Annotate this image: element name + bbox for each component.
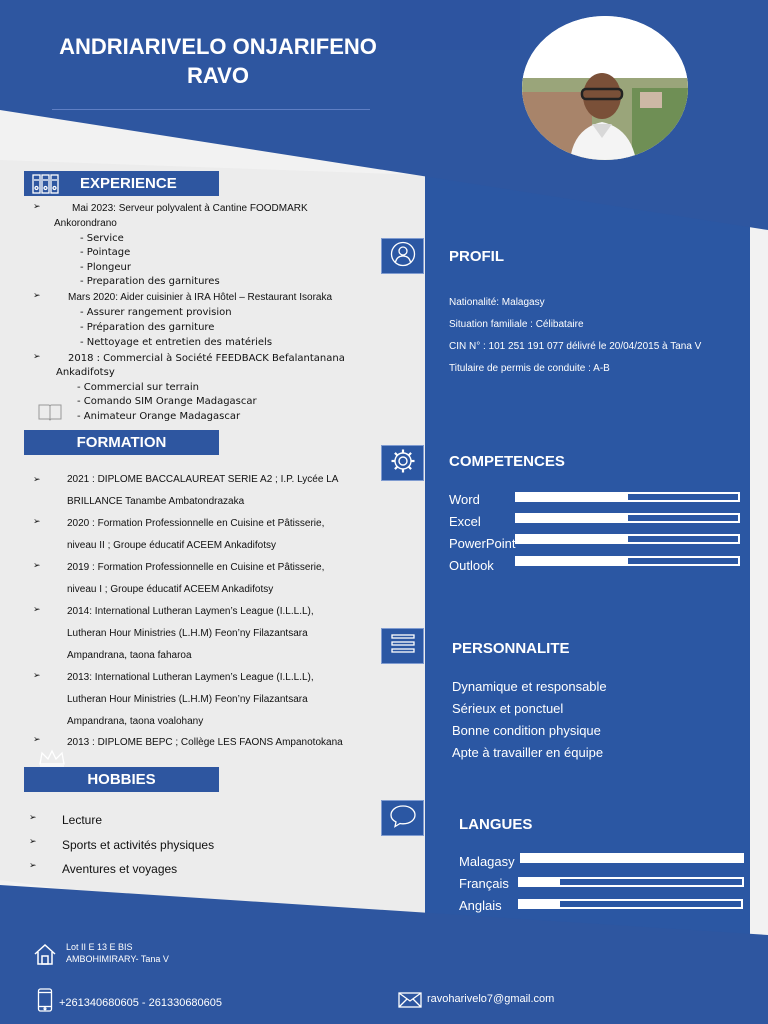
job-2-task: - Nettoyage et entretien des matériels: [80, 337, 273, 348]
envelope-icon: [398, 992, 422, 1013]
personnalite-item: Dynamique et responsable: [452, 679, 607, 694]
formation-line: Ampandrana, taona voalohany: [67, 716, 204, 727]
profil-line: Titulaire de permis de conduite : A-B: [449, 363, 610, 374]
skill-bar: [515, 556, 740, 566]
speech-bubble-icon: [389, 804, 417, 833]
skill-name: Outlook: [449, 558, 494, 573]
formation-line: 2019 : Formation Professionnelle en Cuisine et Pâtisserie,: [67, 562, 325, 573]
job-3-line2: Ankadifotsy: [56, 367, 115, 378]
formation-line: niveau I ; Groupe éducatif ACEEM Ankadifotsy: [67, 584, 274, 595]
personnalite-item: Apte à travailler en équipe: [452, 745, 604, 760]
language-bar: [518, 899, 743, 909]
address-line1: Lot II E 13 E BIS: [66, 942, 133, 952]
personnalite-icon-box: [381, 628, 424, 664]
bullet-arrow-icon: ➢: [33, 290, 41, 300]
personnalite-title: PERSONNALITE: [452, 640, 570, 657]
bullet-arrow-icon: ➢: [33, 604, 41, 614]
job-2-task: - Préparation des garniture: [80, 322, 215, 333]
phone-icon: [37, 988, 53, 1017]
formation-line: Lutheran Hour Ministries (L.H.M) Feon’ny Filazantsara: [67, 628, 308, 639]
address-line2: AMBOHIMIRARY- Tana V: [66, 954, 169, 964]
profil-line: CIN N° : 101 251 191 077 délivré le 20/04/2015 à Tana V: [449, 341, 702, 352]
book-icon: [38, 403, 62, 426]
experience-section-header: [24, 171, 219, 196]
profil-title: PROFIL: [449, 248, 504, 265]
profil-line: Nationalité: Malagasy: [449, 297, 545, 308]
language-bar: [520, 853, 744, 863]
competences-title: COMPETENCES: [449, 453, 565, 470]
bullet-arrow-icon: ➢: [33, 560, 41, 570]
job-1-task: - Plongeur: [80, 262, 132, 273]
skill-bar: [515, 513, 740, 523]
profil-icon-box: [381, 238, 424, 274]
email-address: ravoharivelo7@gmail.com: [427, 993, 555, 1005]
hobby-item: Sports et activités physiques: [62, 838, 215, 852]
hobbies-title: HOBBIES: [87, 771, 156, 788]
personnalite-item: Bonne condition physique: [452, 723, 601, 738]
formation-line: 2013 : DIPLOME BEPC ; Collège LES FAONS Ampanotokana: [67, 737, 343, 748]
job-1-task: - Service: [80, 233, 124, 244]
formation-title: FORMATION: [76, 434, 167, 451]
formation-line: niveau II ; Groupe éducatif ACEEM Ankadifotsy: [67, 540, 277, 551]
binders-icon: [32, 174, 60, 202]
profile-photo: [522, 16, 688, 160]
experience-title: EXPERIENCE: [80, 175, 177, 192]
skill-name: Excel: [449, 514, 481, 529]
personnalite-item: Sérieux et ponctuel: [452, 701, 564, 716]
skill-bar: [515, 534, 740, 544]
bullet-arrow-icon: ➢: [33, 474, 41, 484]
job-2-line1: Mars 2020: Aider cuisinier à IRA Hôtel – Restaurant Isoraka: [68, 292, 333, 303]
language-name: Français: [459, 876, 509, 891]
job-3-task: - Commercial sur terrain: [77, 382, 199, 393]
bullet-arrow-icon: ➢: [29, 812, 37, 822]
competences-icon-box: [381, 445, 424, 481]
job-1-task: - Pointage: [80, 247, 131, 258]
profil-line: Situation familiale : Célibataire: [449, 319, 584, 330]
bullet-arrow-icon: ➢: [33, 734, 41, 744]
formation-line: Lutheran Hour Ministries (L.H.M) Feon’ny Filazantsara: [67, 694, 308, 705]
langues-title: LANGUES: [459, 816, 533, 833]
language-name: Anglais: [459, 898, 502, 913]
bullet-arrow-icon: ➢: [29, 860, 37, 870]
formation-line: Ampandrana, taona faharoa: [67, 650, 192, 661]
bullet-arrow-icon: ➢: [33, 670, 41, 680]
hobbies-section-header: [24, 767, 219, 792]
skill-bar: [515, 492, 740, 502]
job-2-task: - Assurer rangement provision: [80, 307, 232, 318]
home-icon: [34, 943, 56, 970]
formation-line: 2014: International Lutheran Laymen’s League (I.L.L.L),: [67, 606, 314, 617]
gear-icon: [390, 448, 416, 479]
job-1-task: - Preparation des garnitures: [80, 276, 220, 287]
language-bar: [518, 877, 744, 887]
skill-name: Word: [449, 492, 480, 507]
job-3-line1: 2018 : Commercial à Société FEEDBACK Befalantanana: [68, 353, 345, 364]
candidate-name: ANDRIARIVELO ONJARIFENO RAVO: [59, 34, 377, 88]
bullet-arrow-icon: ➢: [33, 351, 41, 361]
formation-line: 2013: International Lutheran Laymen’s League (I.L.L.L),: [67, 672, 314, 683]
name-divider: [52, 109, 370, 110]
language-name: Malagasy: [459, 854, 515, 869]
formation-section-header: [24, 430, 219, 455]
hobby-item: Lecture: [62, 813, 103, 827]
bullet-arrow-icon: ➢: [33, 201, 41, 211]
skill-name: PowerPoint: [449, 536, 516, 551]
bullet-arrow-icon: ➢: [29, 836, 37, 846]
formation-line: 2021 : DIPLOME BACCALAUREAT SERIE A2 ; I.P. Lycée LA: [67, 474, 339, 485]
hobby-item: Aventures et voyages: [62, 862, 178, 876]
job-1-line1: Mai 2023: Serveur polyvalent à Cantine FOODMARK: [72, 203, 308, 214]
formation-line: BRILLANCE Tanambe Ambatondrazaka: [67, 496, 245, 507]
bullet-arrow-icon: ➢: [33, 516, 41, 526]
user-icon: [390, 241, 416, 272]
job-3-task: - Animateur Orange Madagascar: [77, 411, 241, 422]
list-icon: [390, 633, 416, 660]
langues-icon-box: [381, 800, 424, 836]
formation-line: 2020 : Formation Professionnelle en Cuisine et Pâtisserie,: [67, 518, 325, 529]
job-1-line2: Ankorondrano: [54, 218, 117, 229]
phone-numbers: +261340680605 - 261330680605: [59, 997, 223, 1009]
job-3-task: - Comando SIM Orange Madagascar: [77, 396, 257, 407]
